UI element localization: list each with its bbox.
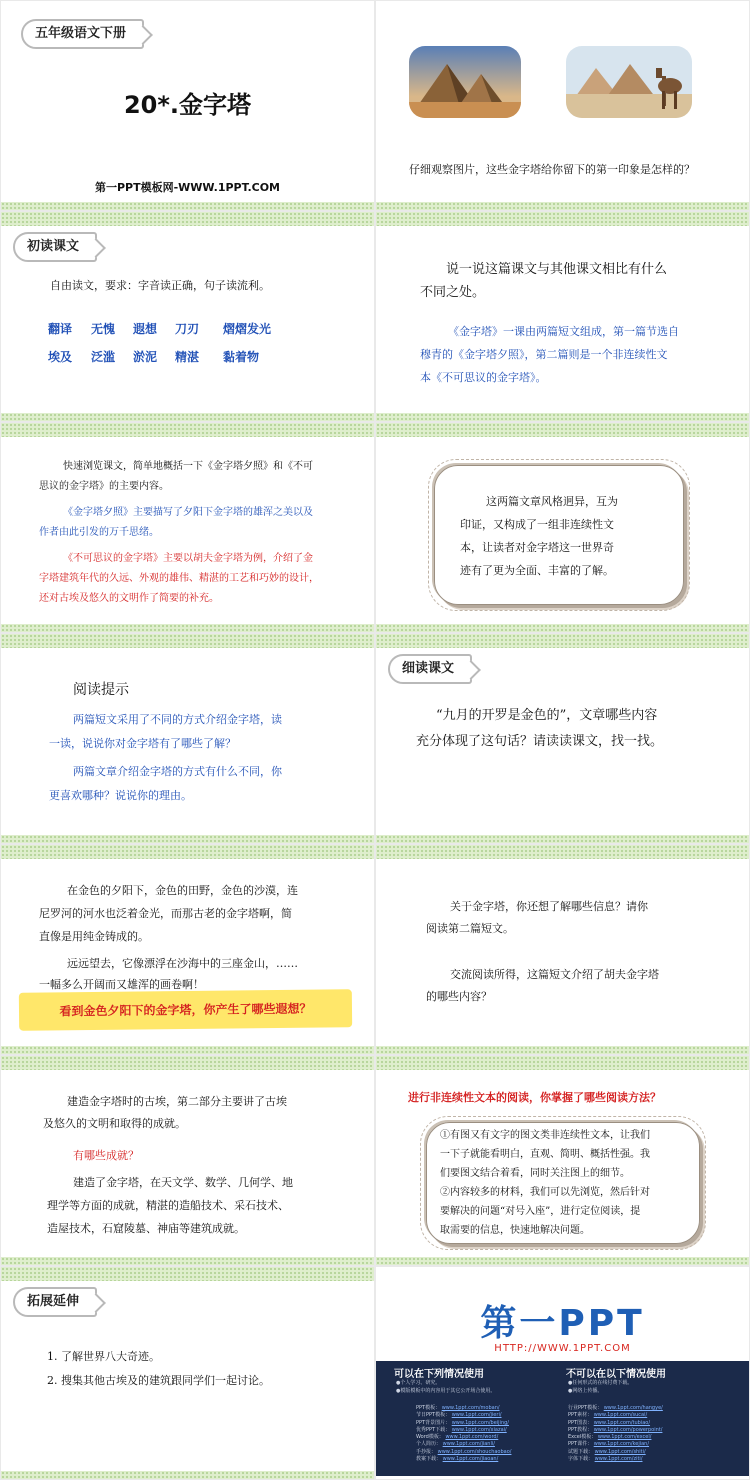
method-line: 取需要的信息，快速地解决问题。 [440,1225,590,1236]
text-line: 作者由此引发的万千思绪。 [39,527,159,538]
link-row[interactable]: PPT模板： www.1ppt.com/moban/ [416,1405,500,1411]
text-line: 一幅多么开阔而又雄浑的画卷啊！ [39,978,204,991]
grade-tag: 五年级语文下册 [21,19,144,49]
text-line: 及悠久的文明和取得的成就。 [43,1117,186,1130]
vocab-word: 黏着物 [223,350,260,364]
left-link-list [416,1405,586,1463]
slide-6-scroll-note[interactable] [376,423,749,632]
can-use-item: ●模版模板中的内容用于其它公开场合使用。 [396,1388,496,1394]
question-line: 说一说这篇课文与其他课文相比有什么 [446,262,668,277]
text-line: 建造了金字塔，在天文学、数学、几何学、地 [73,1176,293,1189]
method-line: ②内容较多的材料，我们可以先浏览，然后针对 [440,1187,650,1198]
question-line: 有哪些成就？ [73,1149,139,1162]
observe-question: 仔细观察图片，这些金字塔给你留下的第一印象是怎样的？ [409,163,695,176]
decor-band [376,835,749,843]
text-line: 理学等方面的成就，精湛的造船技术、采石技术、 [47,1199,289,1212]
text-line: 《金字塔夕照》主要描写了夕阳下金字塔的雄浑之美以及 [63,507,313,518]
link-row[interactable]: PPT素材： www.1ppt.com/sucai/ [568,1412,648,1419]
slide-13-extension[interactable] [1,1267,374,1479]
text-line: 直像是用纯金铸成的。 [39,930,149,943]
text-line: 还对古埃及悠久的文明作了简要的补充。 [39,593,219,604]
decor-band [376,634,749,648]
decor-band [376,1056,749,1070]
decor-band [1,1257,374,1265]
vocab-word: 翻译 [48,322,73,336]
decor-band [376,202,749,210]
text-line: 关于金字塔，你还想了解哪些信息？请你 [450,900,648,913]
cannot-use-item: ●任何形式的在线付费下载。 [568,1380,633,1386]
link-row[interactable]: 教案下载： www.1ppt.com/jiaoan/ [416,1456,499,1463]
method-line: 一下子就能看明白，直观、简明、概括性强。我 [440,1149,650,1160]
text-line: 交流阅读所得，这篇短文介绍了胡夫金字塔 [450,968,659,981]
pyramids-photo [409,46,521,118]
slide-8-close-reading[interactable] [376,634,749,843]
text-line: 建造金字塔时的古埃，第二部分主要讲了古埃 [67,1095,287,1108]
pyramids-camel-photo [566,46,692,118]
methods-question: 进行非连续性文本的阅读，你掌握了哪些阅读方法？ [408,1091,661,1104]
decor-band [1,423,374,437]
link-row[interactable]: PPT背景图片： www.1ppt.com/beijing/ [416,1419,509,1426]
method-line: 们要图文结合着看，同时关注图上的细节。 [440,1168,630,1179]
vocab-word: 泛滥 [91,350,116,364]
link-row[interactable]: 个人简历： www.1ppt.com/jianli/ [416,1441,495,1448]
section-tag: 初读课文 [13,232,97,262]
decor-band [1,1267,374,1281]
slide-1-title[interactable] [1,1,374,210]
section-tag: 细读课文 [388,654,472,684]
text-line: 思议的金字塔》的主要内容。 [39,481,169,492]
decor-band [1,634,374,648]
reading-instruction: 自由读文，要求：字音读正确，句子读流利。 [50,279,270,292]
link-row[interactable]: 手抄报： www.1ppt.com/shouchaobao/ [416,1448,512,1455]
decor-band [1,202,374,210]
link-row[interactable]: PPT图表： www.1ppt.com/tubiao/ [568,1419,651,1426]
usage-panel [376,1361,749,1476]
note-line: 迹有了更为全面、丰富的了解。 [460,564,614,577]
section-tag: 拓展延伸 [13,1287,97,1317]
link-row[interactable]: 字体下载： www.1ppt.com/ziti/ [568,1456,643,1463]
decor-band [1,624,374,632]
link-row[interactable]: PPT课件： www.1ppt.com/kejian/ [568,1441,650,1448]
lesson-title: 20*.金字塔 [123,91,252,119]
decor-band [1,413,374,421]
note-line: 本，让读者对金字塔这一世界奇 [460,541,614,554]
right-link-list [568,1405,738,1463]
slide-4-comparison[interactable] [376,212,749,421]
note-line: 印证，又构成了一组非连续性文 [460,518,614,531]
decor-band [376,212,749,226]
link-row[interactable]: 节日PPT模板： www.1ppt.com/jieri/ [416,1412,502,1419]
slide-5-summary[interactable] [1,423,374,632]
text-line: 的哪些内容？ [426,990,492,1003]
method-line: ①有图又有文字的图文类非连续性文本，让我们 [440,1130,650,1141]
decor-band [376,413,749,421]
slide-14-credits[interactable] [376,1267,749,1479]
decor-band [376,845,749,859]
method-line: 要解决的问题“对号入座”，进行定位阅读，提 [440,1206,641,1217]
link-row[interactable]: Excel模板： www.1ppt.com/excel/ [568,1434,652,1441]
decor-band [376,1257,749,1265]
decor-band [376,423,749,437]
text-line: 《不可思议的金字塔》主要以胡夫金字塔为例，介绍了金 [63,553,313,564]
slide-9-golden-sunset[interactable] [1,845,374,1054]
answer-line: 穆青的《金字塔夕照》，第二篇则是一个非连续性文 [420,348,668,361]
decor-band [1,212,374,226]
slide-11-achievements[interactable] [1,1056,374,1265]
highlight-question: 看到金色夕阳下的金字塔，你产生了哪些遐想？ [19,989,352,1030]
link-row[interactable]: Word模板： www.1ppt.com/word/ [416,1434,499,1441]
slide-10-more-info[interactable] [376,845,749,1054]
cannot-use-item: ●网络上传播。 [568,1388,603,1394]
tips-heading: 阅读提示 [73,682,129,698]
link-row[interactable]: 行业PPT模板： www.1ppt.com/hangye/ [568,1405,663,1411]
text-line: 远远望去，它像漂浮在沙海中的三座金山，…… [67,957,298,970]
task-line: 1. 了解世界八大奇迹。 [47,1350,160,1363]
text-line: 字塔建筑年代的久远、外观的雄伟、精湛的工艺和巧妙的设计， [39,573,319,584]
tip-line: 更喜欢哪种？说说你的理由。 [49,789,192,802]
answer-line: 《金字塔》一课由两篇短文组成，第一篇节选自 [448,325,679,338]
vocab-word: 遐想 [133,322,158,336]
answer-line: 本《不可思议的金字塔》。 [420,371,547,384]
text-line: 快速浏览课文，简单地概括一下《金字塔夕照》和《不可 [63,461,313,472]
slide-12-reading-methods[interactable] [376,1056,749,1265]
tip-line: 两篇短文采用了不同的方式介绍金字塔，读 [73,713,282,726]
can-use-item: ●个人学习、研究。 [396,1380,441,1386]
note-line: 这两篇文章风格迥异，互为 [486,495,618,508]
decor-band [376,624,749,632]
vocab-word: 无愧 [91,322,116,336]
vocab-word: 淤泥 [133,350,158,364]
cannot-use-title: 不可以在以下情况使用 [566,1369,666,1380]
decor-band [1,845,374,859]
vocab-word: 精湛 [175,350,200,364]
vocab-word: 熠熠发光 [223,322,272,336]
question-line: 充分体现了这句话？请读读课文，找一找。 [416,734,664,749]
decor-band [1,1056,374,1070]
link-row[interactable]: 优秀PPT下载： www.1ppt.com/xiazai/ [416,1426,507,1433]
brand-url: HTTP://WWW.1PPT.COM [494,1343,631,1354]
tip-line: 一读，说说你对金字塔有了哪些了解？ [49,737,236,750]
tip-line: 两篇文章介绍金字塔的方式有什么不同，你 [73,765,282,778]
vocab-word: 刀刃 [175,322,200,336]
decor-band [1,1046,374,1054]
question-line: “九月的开罗是金色的”，文章哪些内容 [436,708,658,723]
text-line: 在金色的夕阳下，金色的田野，金色的沙漠，连 [67,884,298,897]
question-line: 不同之处。 [420,285,486,300]
footer-site: 第一PPT模板网-WWW.1PPT.COM [94,181,281,194]
slide-7-reading-tips[interactable] [1,634,374,843]
vocab-word: 埃及 [48,350,73,364]
slide-3-first-reading[interactable] [1,212,374,421]
brand-logo: 第一PPT [480,1303,645,1344]
text-line: 尼罗河的河水也泛着金光，而那古老的金字塔啊，简 [39,907,292,920]
can-use-title: 可以在下列情况使用 [394,1369,484,1380]
decor-band [1,835,374,843]
decor-band [376,1046,749,1054]
link-row[interactable]: PPT教程： www.1ppt.com/powerpoint/ [568,1426,663,1433]
decor-band [1,1471,374,1479]
slide-2-pictures[interactable] [376,1,749,210]
task-line: 2. 搜集其他古埃及的建筑跟同学们一起讨论。 [47,1374,270,1387]
text-line: 阅读第二篇短文。 [426,922,514,935]
text-line: 造屋技术，石窟陵墓、神庙等建筑成就。 [47,1222,245,1235]
link-row[interactable]: 试题下载： www.1ppt.com/shiti/ [568,1448,646,1455]
